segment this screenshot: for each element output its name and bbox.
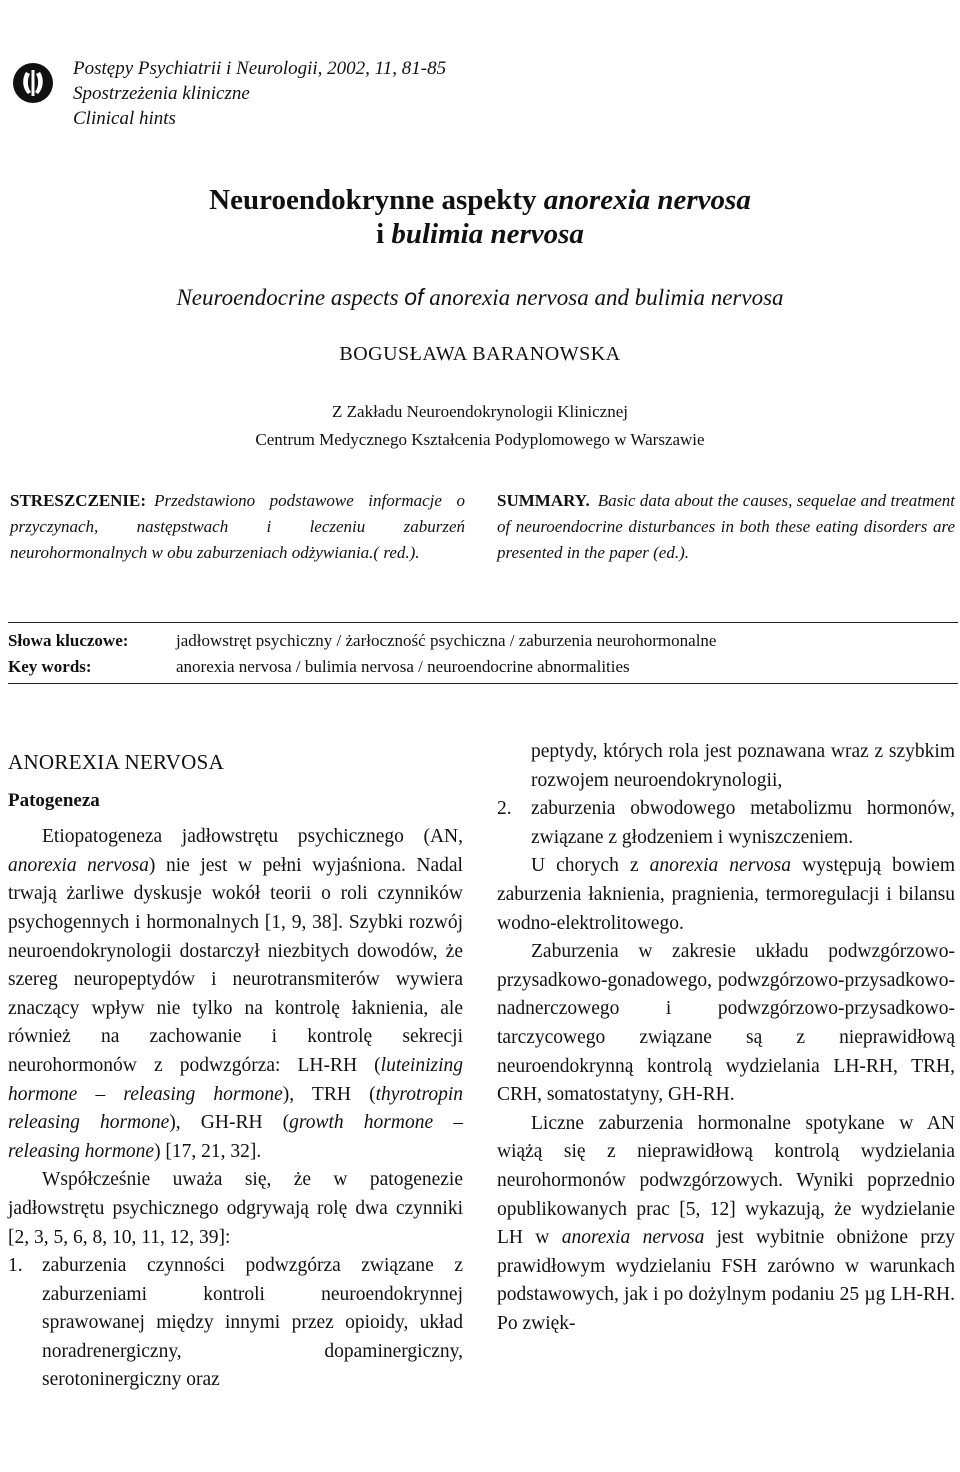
author-name: BOGUSŁAWA BARANOWSKA <box>339 343 621 365</box>
abstract-en <box>497 488 955 566</box>
abstract-en-body: Basic data about the causes, sequelae and treatment of neuroendocrine disturbances in both these eating disorders are presented in the paper (ed.). <box>497 491 955 562</box>
keywords-pl <box>8 628 958 654</box>
affiliation-line: Centrum Medycznego Kształcenia Podyplomowego w Warszawie <box>255 430 705 449</box>
list-item: 2. zaburzenia obwodowego metabolizmu hormonów, związane z głodzeniem i wyniszczeniem. <box>497 798 955 848</box>
abstract-pl-body: Przedstawiono podstawowe informacje o przyczynach, następstwach i leczeniu zaburzeń neurohormonalnych w obu zaburzeniach odżywiania.( red.). <box>10 491 465 562</box>
keywords-pl-value: jadłowstręt psychiczny / żarłoczność psychiczna / zaburzenia neurohormonalne <box>176 631 717 650</box>
keywords-en-label: Key words: <box>8 657 92 676</box>
title-text: Neuroendokrynne aspekty <box>209 184 544 216</box>
section-heading: ANOREXIA NERVOSA <box>8 750 225 774</box>
title-italic: bulimia nervosa <box>391 218 584 250</box>
article-subtitle: Neuroendocrine aspects of anorexia nervosa and bulimia nervosa <box>176 284 784 310</box>
keywords-pl-label: Słowa kluczowe: <box>8 631 129 650</box>
journal-header <box>73 56 446 131</box>
subsection-heading: Patogeneza <box>8 789 100 811</box>
abstract-pl-heading: STRESZCZENIE: <box>10 491 147 510</box>
journal-section-en: Clinical hints <box>73 108 176 129</box>
abstract-pl <box>10 488 465 566</box>
body-column-left <box>8 738 463 1395</box>
keywords-en <box>8 654 958 680</box>
divider <box>8 683 958 684</box>
article-title <box>0 183 960 251</box>
journal-citation: Postępy Psychiatrii i Neurologii, 2002, 11, 81-85 <box>73 58 447 79</box>
body-column-right <box>497 738 955 1338</box>
journal-section-pl: Spostrzeżenia kliniczne <box>73 83 250 104</box>
affiliation-line: Z Zakładu Neuroendokrynologii Klinicznej <box>332 402 628 421</box>
abstract-en-heading: SUMMARY. <box>497 491 590 510</box>
paragraph: Współcześnie uważa się, że w patogenezie jadłowstrętu psychicznego odgrywają rolę dwa czynniki [2, 3, 5, 6, 8, 10, 11, 12, 39]: <box>8 1169 463 1248</box>
title-text: i <box>376 218 392 250</box>
affiliation <box>0 398 960 454</box>
paragraph: Zaburzenia w zakresie układu podwzgórzowo-przysadkowo-gonadowego, podwzgórzowo-przysadkowo-nadnerczowego i podwzgórzowo-przysadkowo-tarczycowego związane są z nieprawidłową neuroendokrynną kontrolą wydzielania LH-RH, TRH, CRH, somatostatyny, GH-RH. <box>497 941 955 1106</box>
paragraph: Liczne zaburzenia hormonalne spotykane w AN wiążą się z nieprawidłową kontrolą wydzielania neurohormonów podwzgórzowych. Wyniki poprzednio opublikowanych prac [5, 12] wykazują, że wydzielanie LH w anorexia nervosa jest wybitnie obniżone przy prawidłowym wydzielaniu FSH zarówno w warunkach podstawowych, jak i po dożylnym podaniu 25 µg LH-RH. Po zwięk- <box>497 1112 955 1334</box>
list-item-continuation: peptydy, których rola jest poznawana wraz z szybkim rozwojem neuroendokrynologii, <box>531 741 955 791</box>
journal-logo-icon <box>12 62 54 104</box>
divider <box>8 622 958 623</box>
keywords-en-value: anorexia nervosa / bulimia nervosa / neuroendocrine abnormalities <box>176 657 630 676</box>
paragraph: Etiopatogeneza jadłowstrętu psychicznego (AN, anorexia nervosa) nie jest w pełni wyjaśniona. Nadal trwają żarliwe dyskusje wokół teorii o roli czynników psychogennych i hormonalnych [1, 9, 38]. Szybki rozwój neuroendokrynologii dostarczył niezbitych dowodów, że szereg neuropeptydów i neurotransmiterów wywiera znaczący wpływ nie tylko na kontrolę łaknienia, ale również na zachowanie i kontrolę sekrecji neurohormonów z podwzgórza: LH-RH (luteinizing hormone – releasing hormone), TRH (thyrotropin releasing hormone), GH-RH (growth hormone – releasing hormone) [17, 21, 32]. <box>8 826 463 1162</box>
title-italic: anorexia nervosa <box>543 184 751 216</box>
list-item: 1. zaburzenia czynności podwzgórza związane z zaburzeniami kontroli neuroendokrynnej sprawowanej między innymi przez opioidy, układ noradrenergiczny, dopaminergiczny, serotoninergiczny oraz <box>8 1255 463 1391</box>
paragraph: U chorych z anorexia nervosa występują bowiem zaburzenia łaknienia, pragnienia, termoregulacji i bilansu wodno-elektrolitowego. <box>497 855 955 934</box>
